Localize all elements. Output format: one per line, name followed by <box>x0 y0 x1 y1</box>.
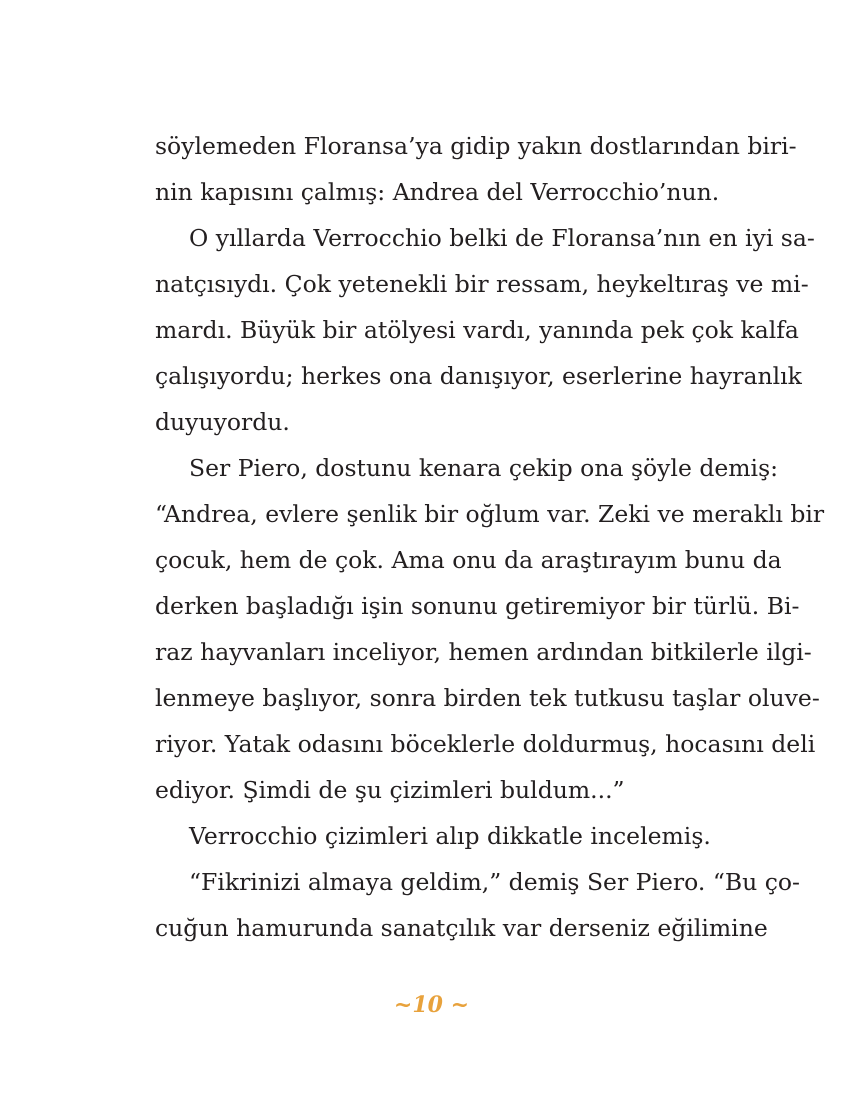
text-line: çalışıyordu; herkes ona danışıyor, eserlerine hayranlık <box>155 362 802 390</box>
text-line: ediyor. Şimdi de şu çizimleri buldum...” <box>155 776 625 804</box>
text-line: “Fikrinizi almaya geldim,” demiş Ser Piero. “Bu ço- <box>189 868 800 896</box>
text-line: “Andrea, evlere şenlik bir oğlum var. Zeki ve meraklı bir <box>155 500 825 528</box>
text-line: natçısıydı. Çok yetenekli bir ressam, heykeltıraş ve mi- <box>155 270 809 298</box>
text-line: derken başladığı işin sonunu getiremiyor bir türlü. Bi- <box>155 592 800 620</box>
text-line: nin kapısını çalmış: Andrea del Verrocchio’nun. <box>155 178 720 206</box>
text-line: O yıllarda Verrocchio belki de Floransa’nın en iyi sa- <box>189 224 815 252</box>
text-line: Ser Piero, dostunu kenara çekip ona şöyle demiş: <box>189 454 779 482</box>
text-line: çocuk, hem de çok. Ama onu da araştırayım bunu da <box>155 546 782 574</box>
text-line: mardı. Büyük bir atölyesi vardı, yanında pek çok kalfa <box>155 316 799 344</box>
text-line: riyor. Yatak odasını böceklerle doldurmuş, hocasını deli <box>155 730 816 758</box>
text-line: raz hayvanları inceliyor, hemen ardından bitkilerle ilgi- <box>155 638 812 666</box>
text-line: lenmeye başlıyor, sonra birden tek tutkusu taşlar oluve- <box>155 684 820 712</box>
text-line: duyuyordu. <box>155 408 290 436</box>
text-line: söylemeden Floransa’ya gidip yakın dostlarından biri- <box>155 132 797 160</box>
text-line: Verrocchio çizimleri alıp dikkatle incelemiş. <box>189 822 711 850</box>
page-number: ~10 ~ <box>393 992 470 1018</box>
text-line: cuğun hamurunda sanatçılık var derseniz eğilimine <box>155 914 768 942</box>
